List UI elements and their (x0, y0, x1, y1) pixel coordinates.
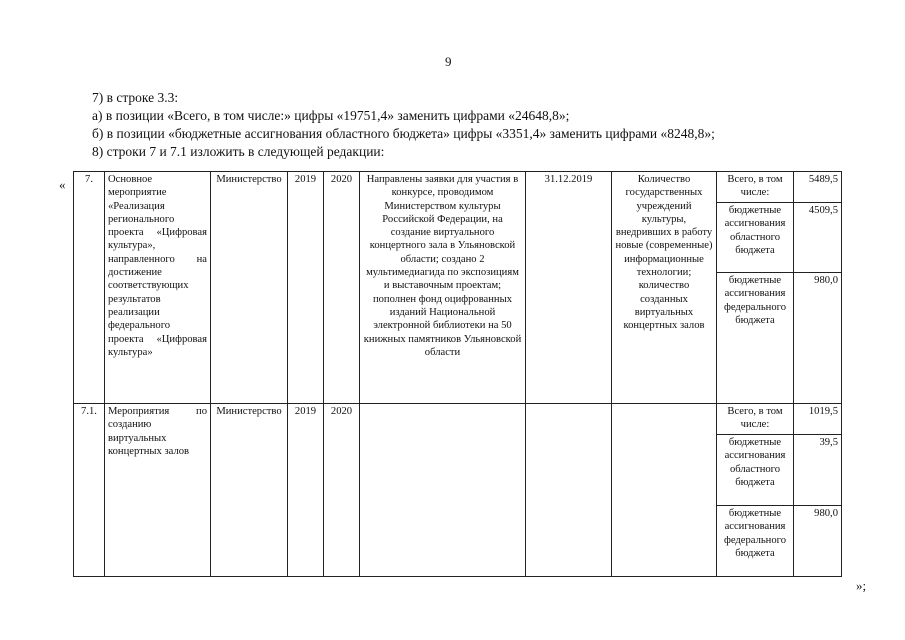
year-end: 2020 (324, 404, 360, 577)
closing-quote: »; (856, 578, 867, 593)
paragraph-item-b: б) в позиции «бюджетные ассигнования областного бюджета» цифры «3351,4» заменить цифрами «8248,8»; (92, 126, 715, 141)
funding-federal-label: бюджетные ассигнования федерального бюджета (717, 506, 794, 577)
funding-regional-value: 4509,5 (794, 203, 842, 273)
program-table (73, 171, 842, 577)
target-indicator: Количество государственных учреждений культуры, внедривших в работу новые (современные) информационные технологии; количество созданных виртуальных концертных залов (612, 172, 717, 404)
funding-total-value: 5489,5 (794, 172, 842, 203)
opening-quote: « (59, 177, 66, 192)
row-number: 7. (74, 172, 105, 404)
expected-result: Направлены заявки для участия в конкурсе, проводимом Министерством культуры Российской Федерации, на создание виртуального концертного зала в Ульяновской области; создано 2 мультимедиагида по экспозициям и выставочным проектам; пополнен фонд оцифрованных изданий Национальной электронной библиотеки на 50 книжных памятников Ульяновской области (360, 172, 526, 404)
funding-total-label: Всего, в том числе: (717, 172, 794, 203)
activity-name: Основное мероприятие «Реализация регионального проекта «Цифровая культура», направленного на достижение соответствующих результатов реализации федерального проекта «Цифровая культура» (105, 172, 211, 404)
target-indicator (612, 404, 717, 577)
year-start: 2019 (288, 172, 324, 404)
executor: Министерство (211, 404, 288, 577)
funding-regional-label: бюджетные ассигнования областного бюджета (717, 435, 794, 506)
funding-federal-value: 980,0 (794, 273, 842, 404)
table-row-7-1 (74, 404, 842, 435)
funding-regional-value: 39,5 (794, 435, 842, 506)
completion-date: 31.12.2019 (526, 172, 612, 404)
page-number: 9 (445, 54, 452, 69)
funding-regional-label: бюджетные ассигнования областного бюджета (717, 203, 794, 273)
funding-federal-label: бюджетные ассигнования федерального бюджета (717, 273, 794, 404)
paragraph-row-3-3: 7) в строке 3.3: (92, 90, 179, 105)
paragraph-rows-7: 8) строки 7 и 7.1 изложить в следующей редакции: (92, 144, 385, 159)
activity-name: Мероприятия по созданию виртуальных концертных залов (105, 404, 211, 577)
row-number: 7.1. (74, 404, 105, 577)
year-end: 2020 (324, 172, 360, 404)
table-row-7 (74, 172, 842, 203)
paragraph-item-a: а) в позиции «Всего, в том числе:» цифры «19751,4» заменить цифрами «24648,8»; (92, 108, 570, 123)
funding-total-label: Всего, в том числе: (717, 404, 794, 435)
year-start: 2019 (288, 404, 324, 577)
executor: Министерство (211, 172, 288, 404)
funding-total-value: 1019,5 (794, 404, 842, 435)
expected-result (360, 404, 526, 577)
completion-date (526, 404, 612, 577)
funding-federal-value: 980,0 (794, 506, 842, 577)
